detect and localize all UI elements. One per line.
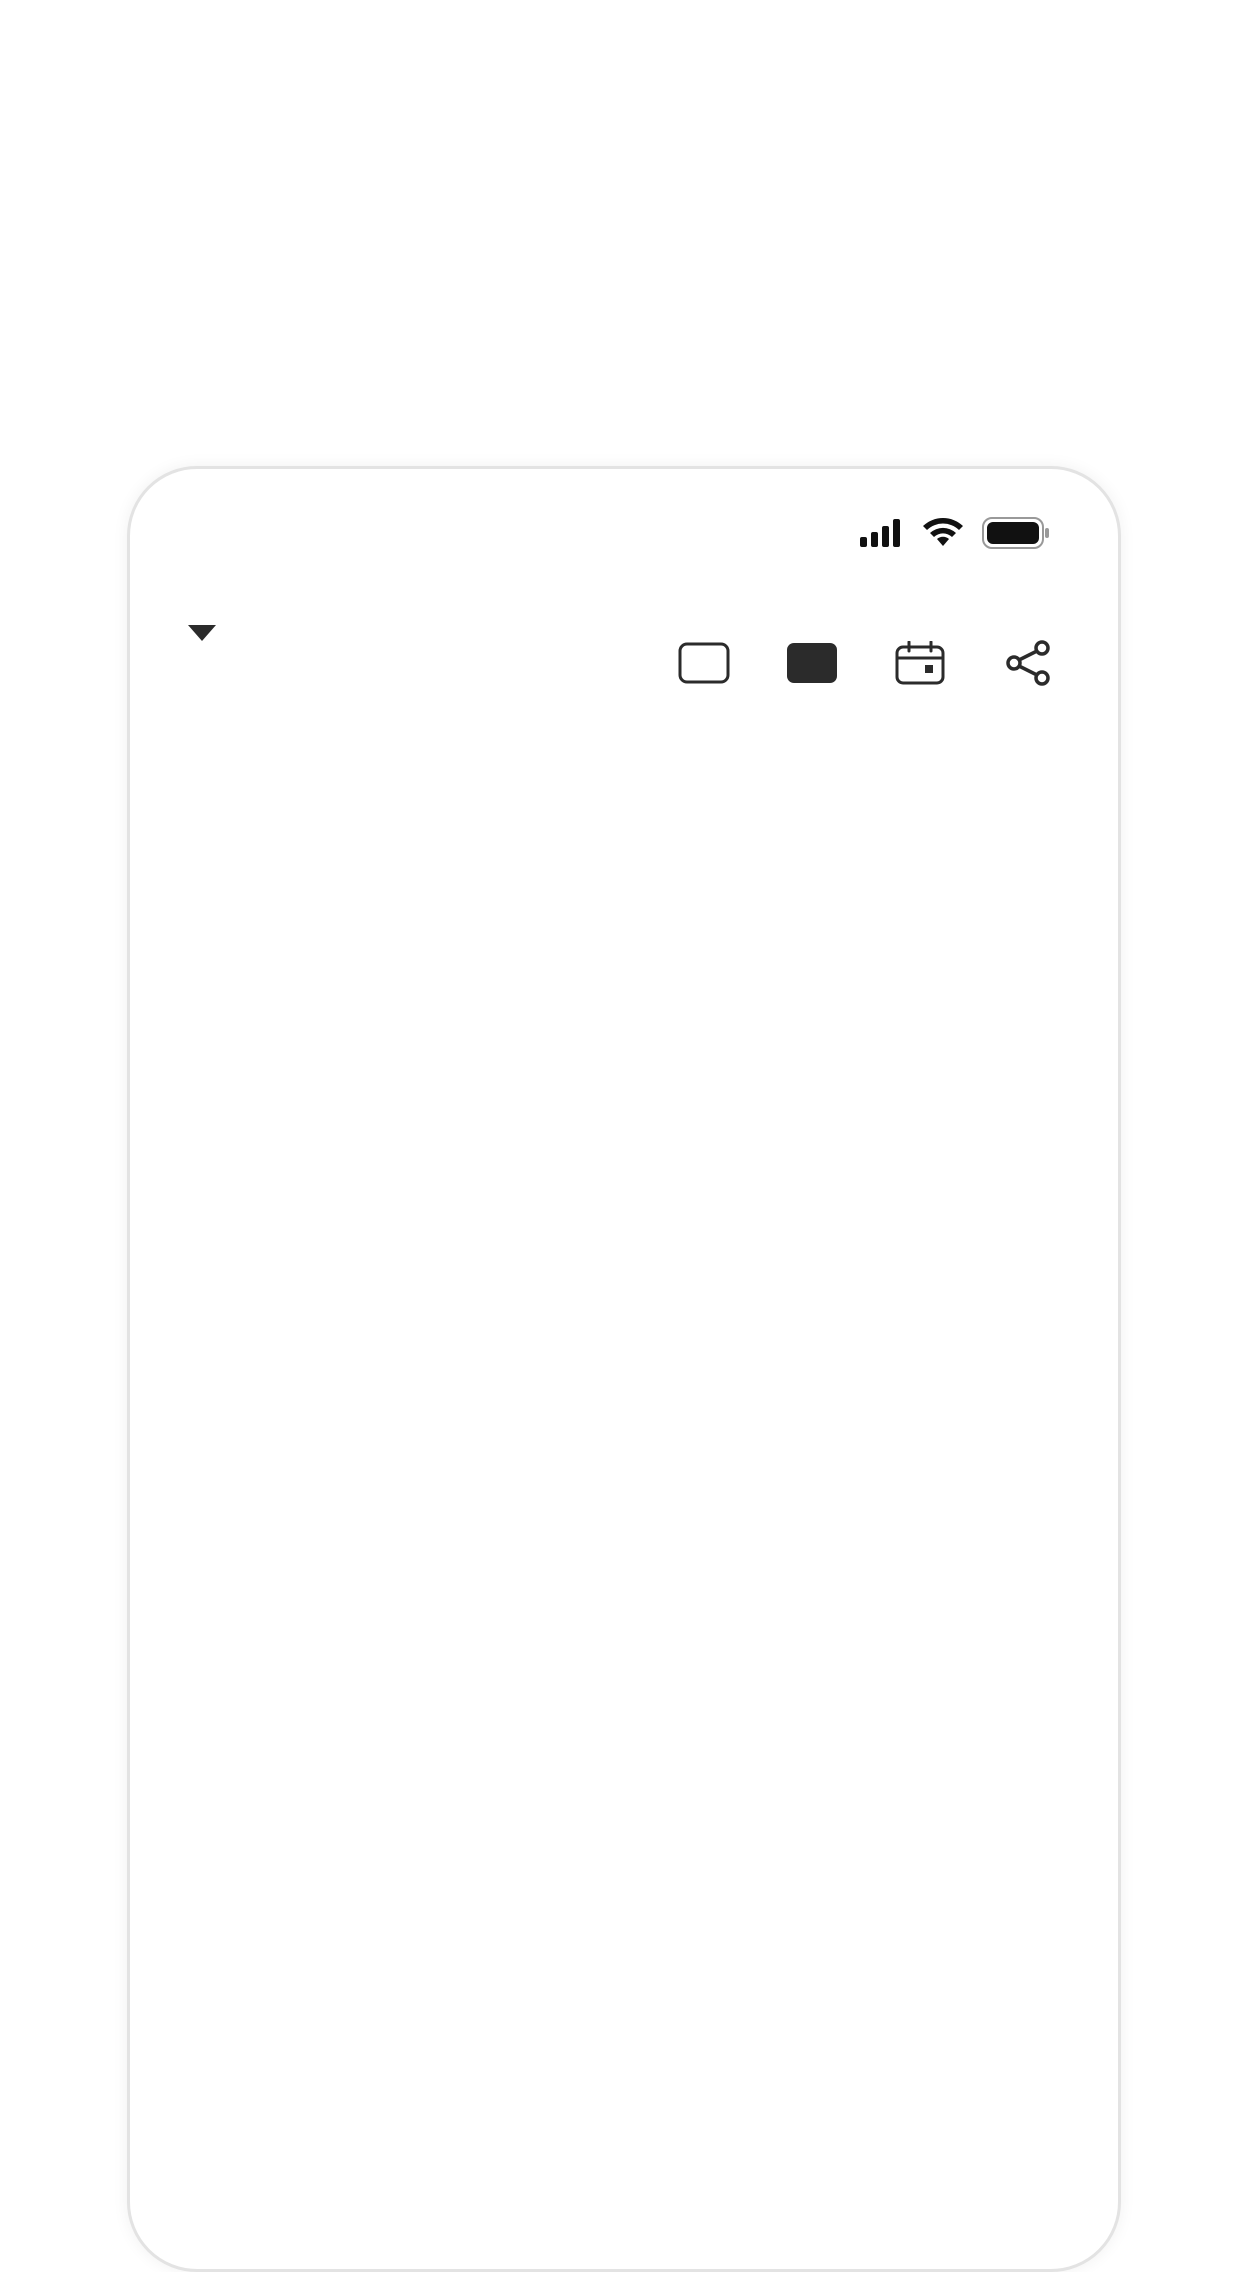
share-icon [1004,639,1052,687]
month-selector[interactable] [174,619,216,641]
battery-icon [982,517,1050,549]
status-icons [860,517,1050,549]
toolbar [650,627,1082,699]
calendar-button[interactable] [866,627,974,699]
status-bar [130,469,1118,599]
7d-view-button[interactable] [758,627,866,699]
signal-icon [860,519,904,547]
calendar-header [130,619,1118,739]
share-button[interactable] [974,627,1082,699]
calendar-icon [895,641,945,685]
wifi-icon [922,518,964,548]
3d-view-button[interactable] [650,627,758,699]
3d-icon [678,642,730,684]
caret-down-icon [188,625,216,641]
7d-icon [786,642,838,684]
phone-frame [127,466,1121,2272]
weekday-header [130,751,1118,871]
